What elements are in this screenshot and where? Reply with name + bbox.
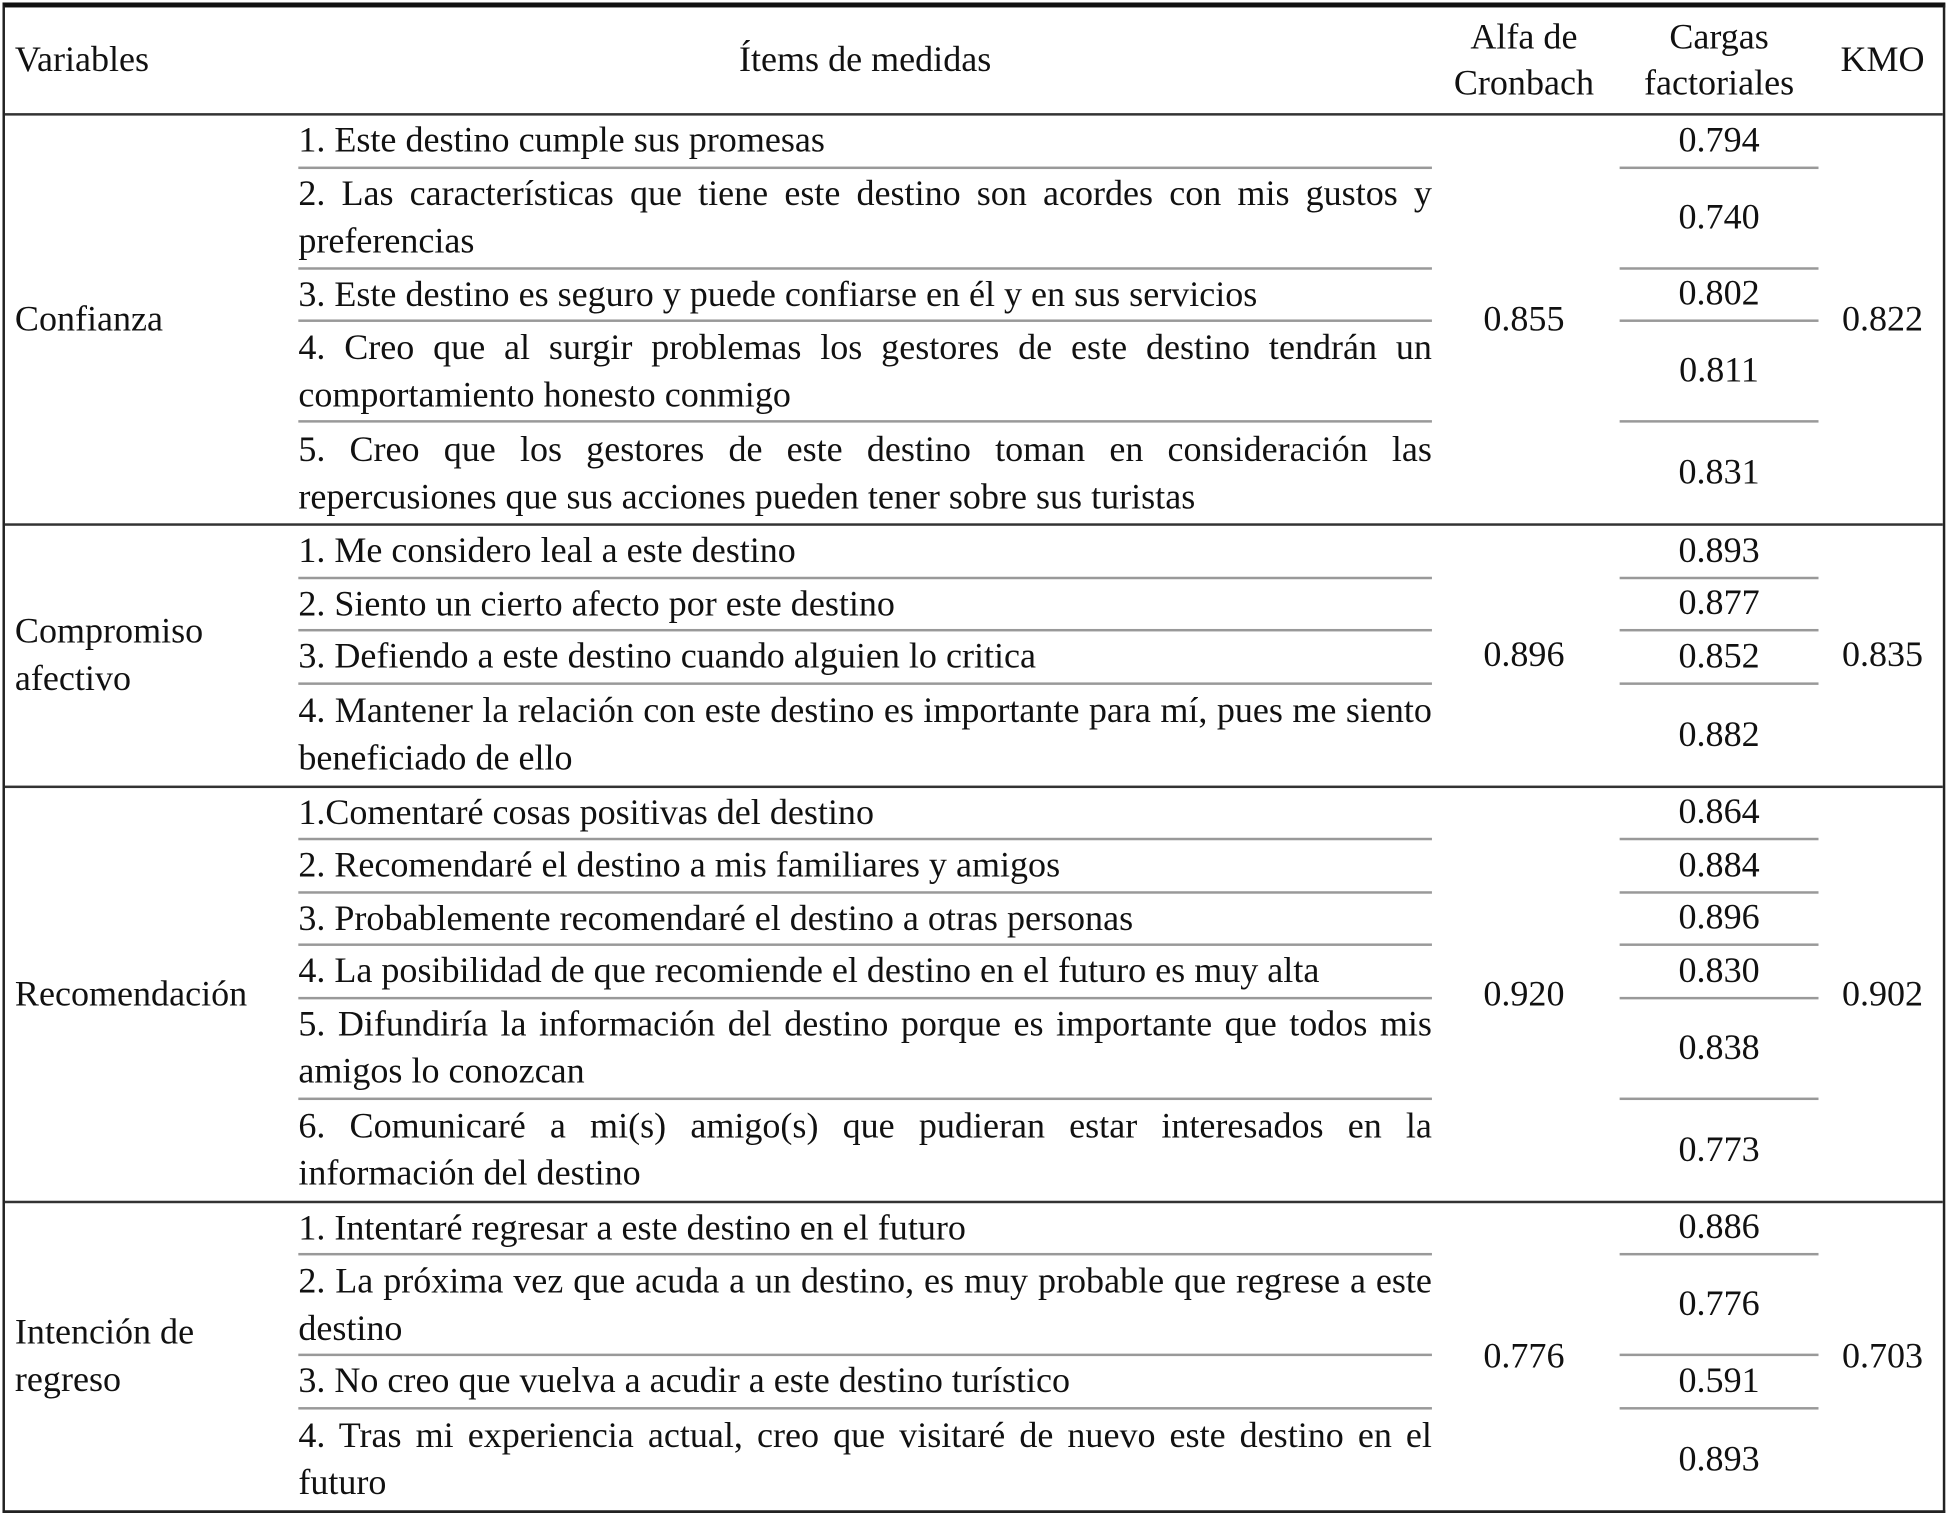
item-text: 1. Me considero leal a este destino — [298, 531, 796, 571]
alfa-value: 0.896 — [1483, 635, 1565, 676]
item-row — [298, 116, 1432, 169]
factor-loading: 0.852 — [1620, 631, 1819, 684]
item-text: 3. Este destino es seguro y puede confiarse en él y en sus servicios — [298, 274, 1258, 315]
item-text: 6. Comunicaré a mi(s) amigo(s) que pudieran estar interesados en la información del destino — [298, 1106, 1432, 1194]
item-row — [298, 1255, 1432, 1356]
variable-group — [5, 787, 1943, 1202]
factor-loading: 0.776 — [1620, 1255, 1819, 1356]
header-cargas: Cargas factoriales — [1644, 16, 1795, 103]
item-row — [298, 1203, 1432, 1256]
table-body — [5, 116, 1943, 1510]
item-text: 2. Siento un cierto afecto por este destino — [298, 583, 895, 624]
kmo-value: 0.835 — [1841, 635, 1924, 676]
item-row — [298, 168, 1432, 269]
item-row — [298, 526, 1432, 579]
alfa-value: 0.855 — [1483, 299, 1565, 340]
item-row — [298, 579, 1432, 632]
variable-group — [5, 116, 1943, 526]
item-text: 3. Probablemente recomendaré el destino a otras personas — [298, 898, 1134, 939]
item-text: 1.Comentaré cosas positivas del destino — [298, 792, 874, 833]
item-row — [298, 946, 1432, 999]
variable-name: Confianza — [14, 299, 164, 340]
item-text: 1. Este destino cumple sus promesas — [298, 120, 825, 161]
variable-group — [5, 1203, 1943, 1510]
table-header — [5, 7, 1943, 115]
alfa-value: 0.920 — [1483, 973, 1565, 1014]
factor-loading: 0.877 — [1620, 579, 1819, 632]
item-text: 4. La posibilidad de que recomiende el destino en el futuro es muy alta — [298, 951, 1320, 991]
factor-loading: 0.882 — [1678, 714, 1760, 754]
header-variables: Variables — [14, 39, 150, 80]
variable-name: Compromiso afectivo — [14, 611, 204, 699]
item-text: 2. Recomendaré el destino a mis familiares y amigos — [298, 845, 1061, 886]
factor-loading: 0.838 — [1620, 999, 1819, 1100]
item-row — [298, 1409, 1432, 1510]
variable-name: Recomendación — [14, 973, 248, 1014]
factor-loading: 0.802 — [1620, 269, 1819, 322]
kmo-value: 0.703 — [1841, 1336, 1924, 1377]
items-column — [298, 787, 1432, 1200]
item-text: 3. Defiendo a este destino cuando alguien lo critica — [298, 636, 1037, 677]
item-row — [298, 322, 1432, 423]
item-row — [298, 787, 1432, 840]
kmo-value: 0.822 — [1841, 299, 1924, 340]
item-text: 2. La próxima vez que acuda a un destino, es muy probable que regrese a este destino — [298, 1261, 1432, 1349]
factor-loading: 0.864 — [1620, 787, 1819, 840]
item-row — [298, 269, 1432, 322]
factor-loading: 0.886 — [1620, 1203, 1819, 1256]
item-row — [298, 840, 1432, 893]
header-alfa: Alfa de Cronbach — [1453, 16, 1594, 103]
loadings-column — [1616, 1203, 1822, 1510]
alfa-value: 0.776 — [1483, 1336, 1565, 1377]
factor-loading: 0.591 — [1620, 1356, 1819, 1409]
item-row — [298, 423, 1432, 524]
item-text: 5. Creo que los gestores de este destino toman en consideración las repercusiones que sus acciones pueden tener sobre sus turistas — [298, 429, 1432, 517]
factor-loading: 0.830 — [1620, 946, 1819, 999]
items-column — [298, 526, 1432, 785]
item-row — [298, 684, 1432, 785]
factor-loading: 0.811 — [1620, 322, 1819, 423]
items-column — [298, 1203, 1432, 1510]
factor-loading: 0.896 — [1620, 893, 1819, 946]
item-text: 1. Intentaré regresar a este destino en el futuro — [298, 1207, 966, 1248]
item-text: 4. Creo que al surgir problemas los gestores de este destino tendrán un comportamiento honesto conmigo — [298, 327, 1432, 415]
item-text: 5. Difundiría la información del destino porque es importante que todos mis amigos lo conozcan — [298, 1004, 1432, 1092]
loadings-column — [1616, 526, 1822, 785]
item-text: 3. No creo que vuelva a acudir a este destino turístico — [298, 1361, 1071, 1402]
item-text: 2. Las características que tiene este destino son acordes con mis gustos y preferencias — [298, 174, 1432, 262]
item-row — [298, 1356, 1432, 1409]
item-row — [298, 1099, 1432, 1200]
kmo-value: 0.902 — [1841, 973, 1924, 1014]
factor-loading: 0.831 — [1678, 452, 1760, 493]
item-text: 4. Mantener la relación con este destino es importante para mí, pues me siento beneficiado de ello — [298, 691, 1432, 779]
loadings-column — [1616, 116, 1822, 524]
measurement-table — [2, 2, 1945, 1513]
item-text: 4. Tras mi experiencia actual, creo que visitaré de nuevo este destino en el futuro — [298, 1415, 1432, 1503]
item-row — [298, 631, 1432, 684]
factor-loading: 0.794 — [1620, 116, 1819, 169]
variable-group — [5, 526, 1943, 788]
item-row — [298, 893, 1432, 946]
factor-loading: 0.773 — [1678, 1129, 1760, 1170]
item-row — [298, 999, 1432, 1100]
factor-loading: 0.884 — [1620, 840, 1819, 893]
variable-name: Intención de regreso — [14, 1312, 195, 1400]
header-items: Ítems de medidas — [738, 39, 992, 80]
factor-loading: 0.893 — [1678, 1438, 1760, 1479]
header-kmo: KMO — [1840, 39, 1925, 80]
loadings-column — [1616, 787, 1822, 1200]
items-column — [298, 116, 1432, 524]
factor-loading: 0.893 — [1620, 526, 1819, 579]
factor-loading: 0.740 — [1620, 168, 1819, 269]
